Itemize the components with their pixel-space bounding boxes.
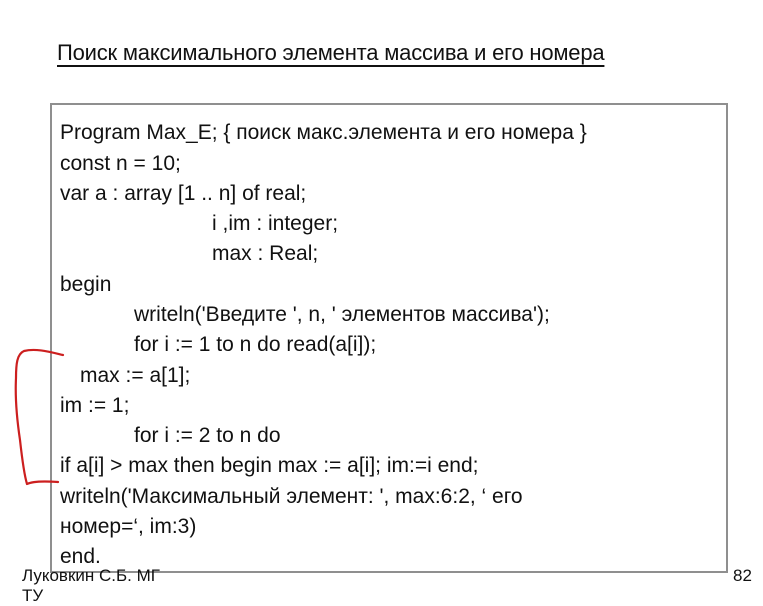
code-line-writeln-cont: номер=‘, im:3) — [60, 515, 197, 538]
code-line-for-read: for i := 1 to n do read(a[i]); — [134, 333, 377, 356]
slide-title: Поиск максимального элемента массива и его номера — [57, 40, 605, 65]
footer-author: Луковкин С.Б. МГ ТУ — [22, 566, 160, 605]
code-line-var-real: max : Real; — [212, 242, 319, 265]
page-number: 82 — [733, 566, 752, 585]
code-line-end: end. — [60, 545, 101, 568]
code-line-writeln-result: writeln('Максимальный элемент: ', max:6:2, ‘ его — [60, 485, 523, 508]
code-line-var-integer: i ,im : integer; — [212, 212, 339, 235]
code-line-var-array: var a : array [1 .. n] of real; — [60, 182, 307, 205]
code-line-im-init: im := 1; — [60, 394, 130, 417]
code-line-writeln-input: writeln('Введите ', n, ' элементов массива'); — [134, 303, 550, 326]
code-line-program: Program Max_E; { поиск макс.элемента и его номера } — [60, 121, 587, 144]
code-line-max-init: max := a[1]; — [80, 364, 191, 387]
code-line-begin: begin — [60, 273, 112, 296]
code-line-const: const n = 10; — [60, 152, 181, 175]
code-line-if-compare: if a[i] > max then begin max := a[i]; im:=i end; — [60, 454, 479, 477]
code-line-for-loop: for i := 2 to n do — [134, 424, 281, 447]
